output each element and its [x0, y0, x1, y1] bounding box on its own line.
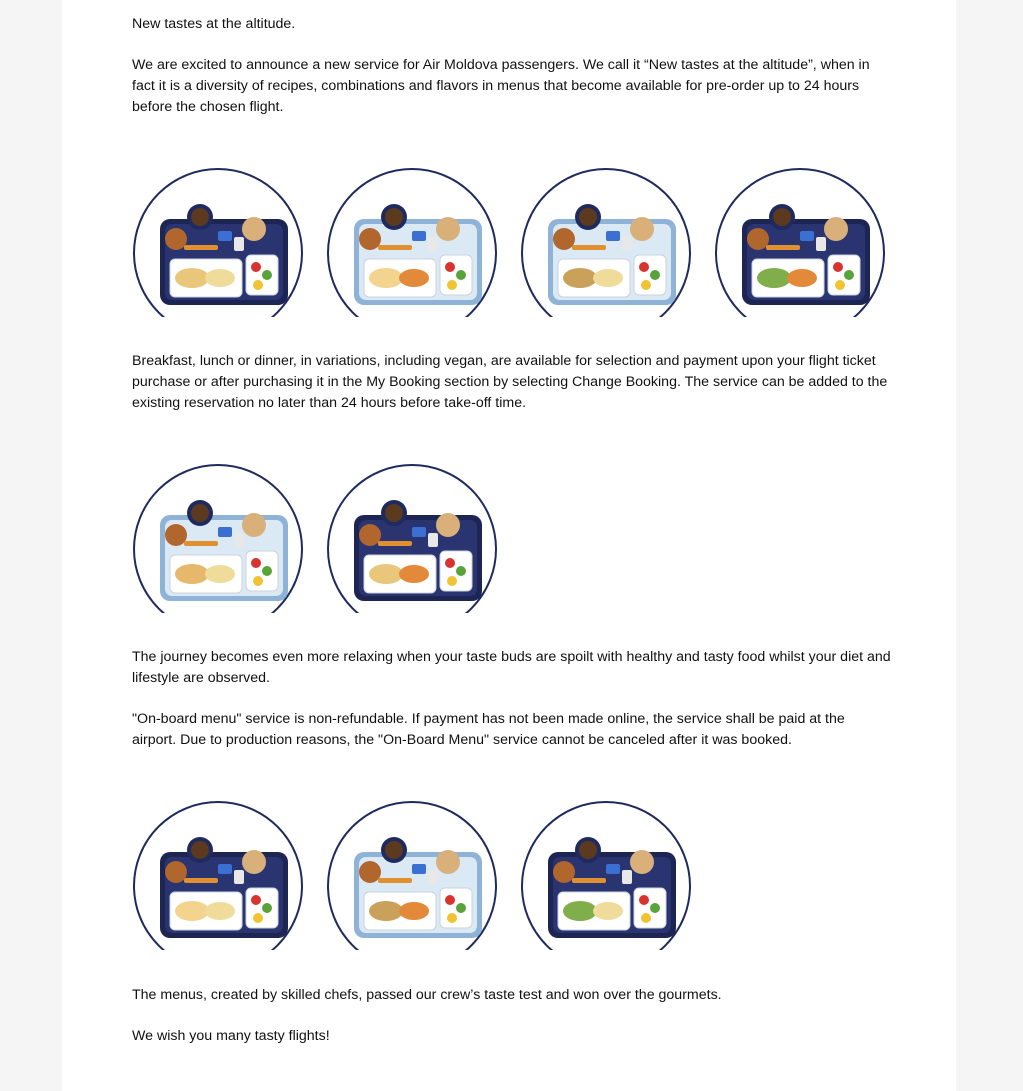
meal-tray-illustration	[326, 463, 500, 613]
meal-image	[132, 800, 306, 950]
journey-paragraph: The journey becomes even more relaxing when your taste buds are spoilt with healthy and tasty food whilst your diet and lifestyle are observed.	[132, 649, 891, 686]
meal-image	[520, 800, 694, 950]
meal-tray-illustration	[132, 463, 306, 613]
closing-paragraph: We wish you many tasty flights!	[132, 1028, 330, 1044]
chefs-paragraph: The menus, created by skilled chefs, passed our crew’s taste test and won over the gourmets.	[132, 987, 722, 1003]
article-title: New tastes at the altitude.	[132, 16, 296, 32]
selection-paragraph: Breakfast, lunch or dinner, in variations, including vegan, are available for selection and payment upon your flight ticket purchase or after purchasing it in the My Booking section by selecting Change Booking. The service can be added to the existing reservation no later than 24 hours before take-off time.	[132, 353, 888, 411]
meal-image	[520, 167, 694, 317]
article-page	[62, 0, 956, 1091]
meal-tray-illustration	[714, 167, 888, 317]
meal-tray-illustration	[520, 800, 694, 950]
refund-paragraph: "On-board menu" service is non-refundable. If payment has not been made online, the service shall be paid at the airport. Due to production reasons, the "On-Board Menu" service cannot be canceled after it was booked.	[132, 711, 845, 748]
intro-paragraph: We are excited to announce a new service for Air Moldova passengers. We call it “New tastes at the altitude”, when in fact it is a diversity of recipes, combinations and flavors in menus that become available for pre-order up to 24 hours before the chosen flight.	[132, 57, 870, 115]
meal-tray-illustration	[326, 800, 500, 950]
meal-tray-illustration	[132, 167, 306, 317]
meal-image	[132, 167, 306, 317]
meal-tray-illustration	[132, 800, 306, 950]
meal-tray-illustration	[326, 167, 500, 317]
meal-image	[326, 463, 500, 613]
meal-tray-illustration	[520, 167, 694, 317]
meal-image	[326, 800, 500, 950]
meal-image	[326, 167, 500, 317]
meal-image	[714, 167, 888, 317]
meal-image	[132, 463, 306, 613]
